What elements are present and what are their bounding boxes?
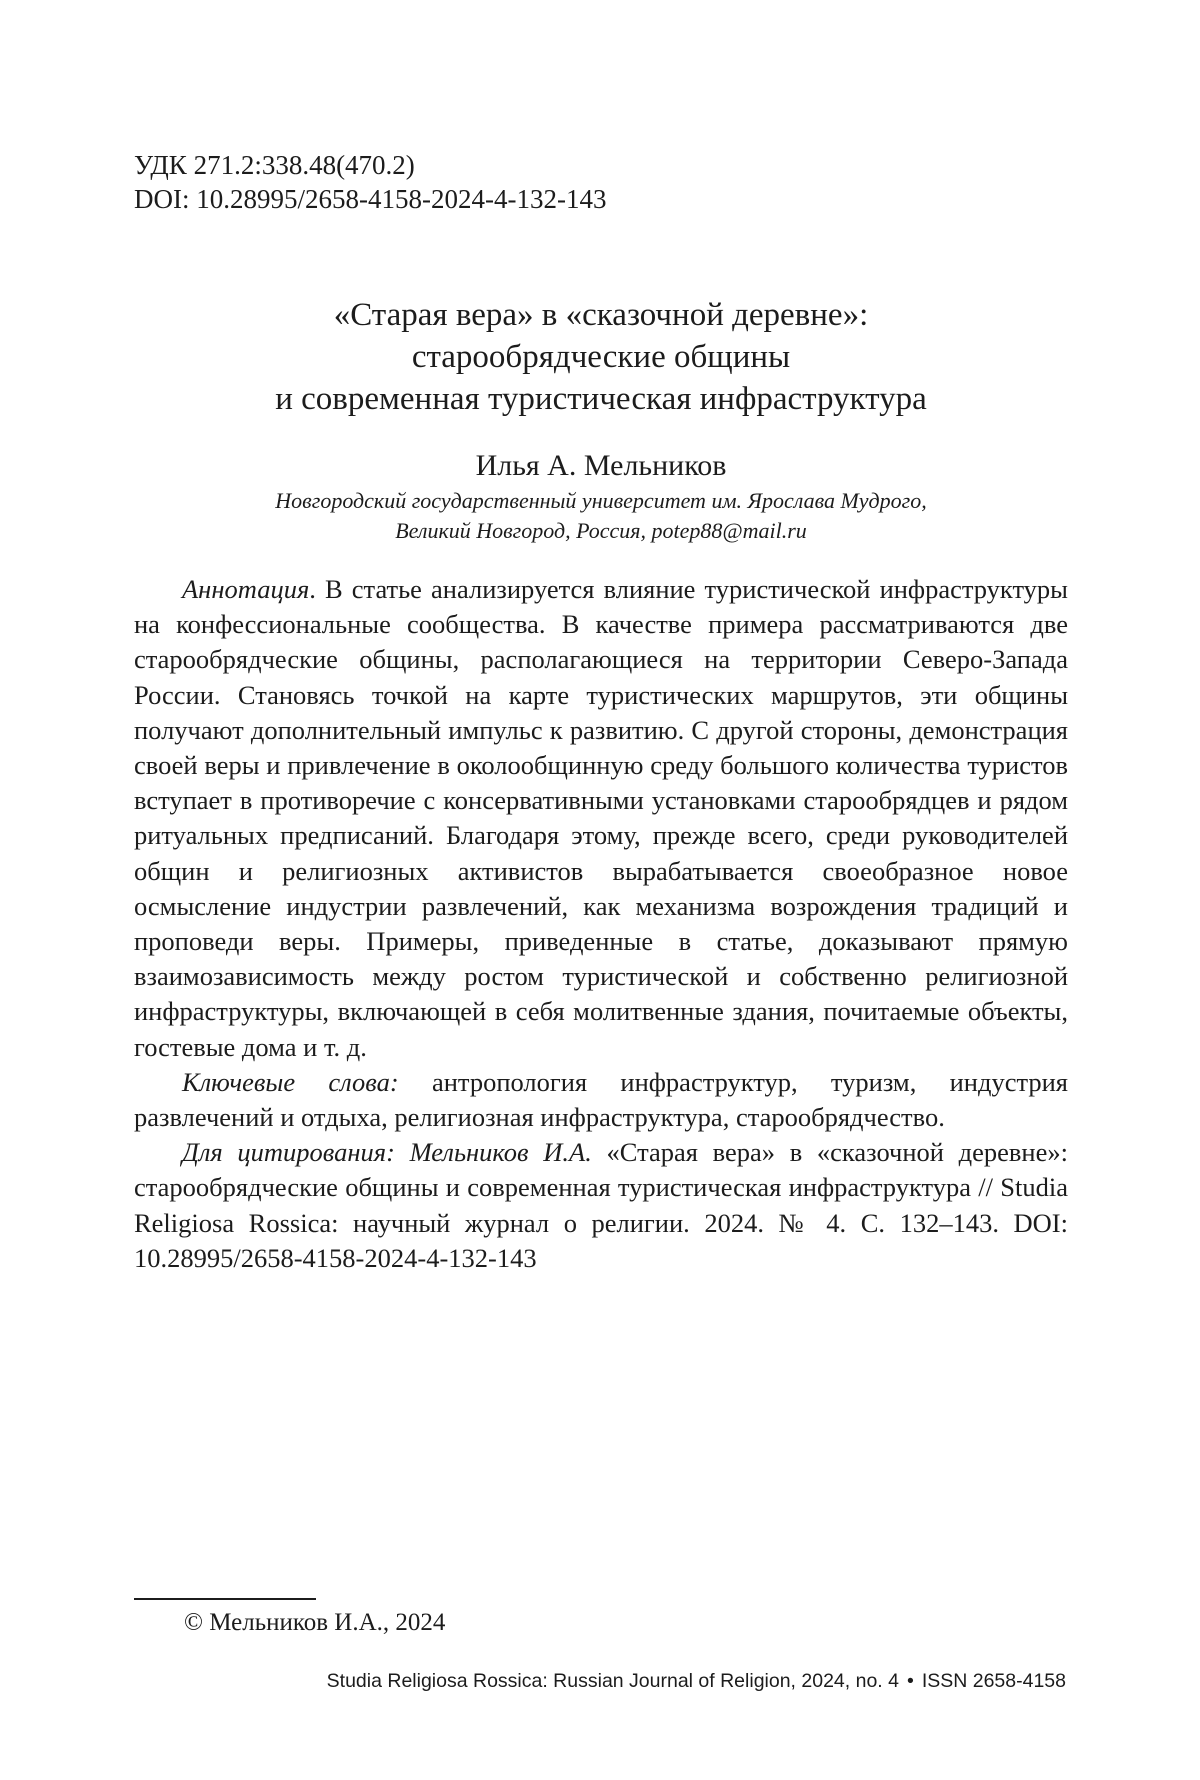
title-line: «Старая вера» в «сказочной деревне»: [333, 297, 869, 333]
copyright-footnote: © Мельников И.А., 2024 [184, 1609, 446, 1636]
abstract-section [134, 572, 1068, 1276]
doi: DOI: 10.28995/2658-4158-2024-4-132-143 [134, 184, 607, 214]
abstract-label: Аннотация [182, 574, 310, 604]
abstract-paragraph [134, 572, 1068, 1065]
author-name: Илья А. Мельников [475, 449, 727, 482]
title-line: старообрядческие общины [411, 339, 791, 375]
affiliation-line: Новгородский государственный университет им. Ярослава Мудрого, [275, 488, 927, 513]
separator-dot: • [906, 1670, 914, 1692]
citation-paragraph [134, 1135, 1068, 1276]
article-title [134, 294, 1068, 420]
affiliation-line: Великий Новгород, Россия, potep88@mail.ru [395, 518, 807, 543]
keywords-label: Ключевые слова: [182, 1066, 399, 1097]
journal-footer [327, 1668, 1066, 1694]
article-page [134, 148, 1068, 1276]
issn: ISSN 2658-4158 [921, 1670, 1066, 1692]
citation-label: Для цитирования: Мельников И.А. [182, 1137, 592, 1168]
keywords-paragraph [134, 1065, 1068, 1135]
udc-code: УДК 271.2:338.48(470.2) [134, 150, 415, 180]
abstract-text: . В статье анализируется влияние туристической инфраструктуры на конфессиональные сообщества. В качестве примера рассматриваются две старообрядческие общины, располагающиеся на территории Северо-Запада России. Становясь точкой на карте туристических маршрутов, эти общины получают дополнительный импульс к развитию. С другой стороны, демонстрация своей веры и привлечение в околообщинную среду большого количества туристов вступает в противоречие с консервативными установками старообрядцев и рядом ритуальных предписаний. Благодаря этому, прежде всего, среди руководителей общин и религиозных активистов вырабатывается своеобразное новое осмысление индустрии развлечений, как механизма возрождения традиций и проповеди веры. Примеры, приведенные в статье, доказывают прямую взаимозависимость между ростом туристической и собственно религиозной инфраструктуры, включающей в себя молитвенные здания, почитаемые объекты, гостевые дома и т. д. [134, 574, 1068, 1062]
title-line: и современная туристическая инфраструктура [275, 381, 927, 417]
author-affiliation [134, 486, 1068, 546]
citation-text: «Старая вера» в «сказочной деревне»: старообрядческие общины и современная туристическая инфраструктура // Studia Religiosa Rossica: научный журнал о религии. 2024. № 4. С. 132–143. DOI: 10.28995/2658-4158-2024-4-132-143 [134, 1137, 1068, 1273]
keywords-text: антропология инфраструктур, туризм, индустрия развлечений и отдыха, религиозная инфраструктура, старообрядчество. [134, 1066, 1068, 1133]
journal-citation: Studia Religiosa Rossica: Russian Journal of Religion, 2024, no. 4 [326, 1670, 899, 1692]
footnote-divider [134, 1598, 316, 1600]
